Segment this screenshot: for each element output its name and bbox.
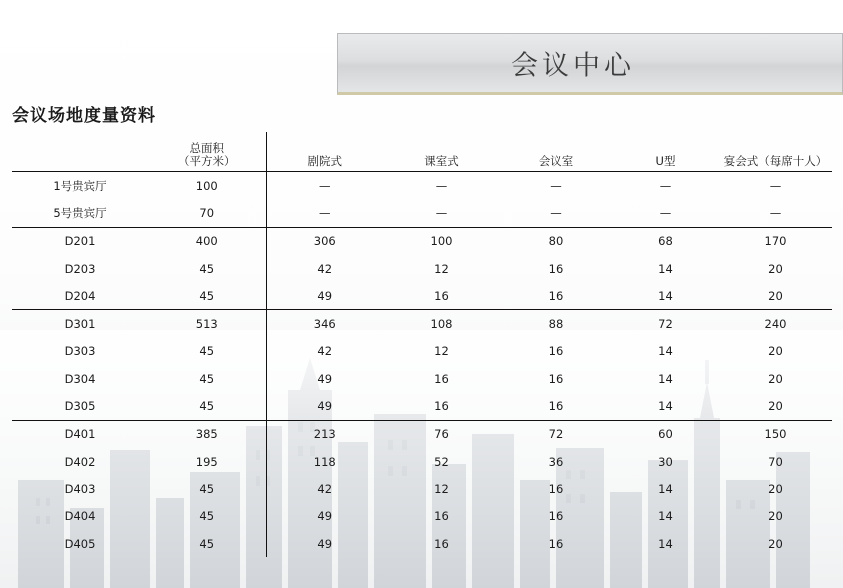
column-header-classroom: 课室式 — [383, 132, 500, 172]
table-row — [12, 530, 832, 557]
cell-classroom: 52 — [434, 454, 449, 469]
cell-classroom: 100 — [430, 234, 453, 249]
cell-ushape: 60 — [658, 427, 673, 442]
cell-area: 385 — [148, 420, 266, 448]
table-row — [12, 255, 832, 282]
cell-boardroom: 36 — [548, 454, 564, 469]
cell-boardroom: — — [550, 178, 562, 193]
cell-boardroom: 16 — [548, 536, 564, 551]
cell-area: 45 — [148, 282, 266, 310]
cell-banquet: 20 — [768, 261, 783, 276]
table-row — [12, 172, 832, 200]
table-row — [12, 365, 832, 392]
cell-banquet: 20 — [768, 344, 783, 359]
cell-banquet: 20 — [768, 371, 783, 386]
section-heading: 会议场地度量资料 — [12, 106, 156, 126]
cell-classroom: 108 — [430, 317, 453, 332]
cell-room: D402 — [64, 454, 96, 469]
column-header-theater: 剧院式 — [266, 132, 383, 172]
cell-theater: 49 — [317, 536, 333, 551]
cell-boardroom: 16 — [548, 261, 564, 276]
cell-ushape: 14 — [658, 509, 673, 524]
cell-ushape: 14 — [658, 371, 673, 386]
cell-ushape: — — [612, 199, 719, 227]
cell-classroom: 12 — [434, 344, 449, 359]
cell-theater: 49 — [317, 509, 333, 524]
cell-area: 45 — [148, 338, 266, 365]
cell-room: D204 — [12, 282, 148, 310]
cell-banquet: — — [769, 178, 782, 193]
cell-room: 1号贵宾厅 — [53, 178, 107, 193]
cell-banquet: 20 — [719, 392, 832, 420]
cell-banquet: 150 — [764, 427, 787, 442]
cell-room: D203 — [64, 261, 96, 276]
cell-classroom: 16 — [383, 392, 500, 420]
cell-room: D405 — [64, 536, 96, 551]
cell-banquet: 20 — [719, 282, 832, 310]
cell-ushape: 14 — [658, 344, 673, 359]
cell-banquet: 20 — [768, 536, 783, 551]
table-body — [12, 172, 832, 558]
cell-theater: 42 — [317, 481, 333, 496]
cell-area: 45 — [148, 503, 266, 530]
cell-boardroom: 16 — [500, 392, 612, 420]
cell-area: 45 — [148, 392, 266, 420]
cell-boardroom: 16 — [548, 371, 564, 386]
cell-area: 45 — [148, 475, 266, 502]
cell-boardroom: 72 — [548, 427, 564, 442]
cell-boardroom: 16 — [500, 282, 612, 310]
cell-banquet: 70 — [768, 454, 783, 469]
cell-area: 45 — [148, 530, 266, 557]
cell-theater: 49 — [317, 371, 333, 386]
cell-room: D401 — [64, 427, 96, 442]
cell-theater: 42 — [317, 261, 333, 276]
cell-banquet: 240 — [764, 317, 787, 332]
cell-ushape: 68 — [658, 234, 673, 249]
column-header-total-area: 总面积 （平方米） — [148, 132, 266, 172]
cell-area: 400 — [148, 227, 266, 255]
title-banner — [337, 33, 843, 95]
cell-room: D303 — [64, 344, 96, 359]
cell-classroom: 16 — [383, 282, 500, 310]
cell-theater: 306 — [313, 234, 336, 249]
cell-room: 5号贵宾厅 — [12, 199, 148, 227]
cell-classroom: — — [435, 178, 448, 193]
cell-banquet: 20 — [768, 509, 783, 524]
cell-boardroom: 16 — [548, 509, 564, 524]
cell-banquet: — — [719, 199, 832, 227]
table-row — [12, 475, 832, 502]
cell-ushape: 30 — [658, 454, 673, 469]
column-header-banquet: 宴会式（每席十人） — [719, 132, 832, 172]
venue-metrics-table-wrap — [12, 132, 832, 557]
table-row — [12, 282, 832, 310]
table-row — [12, 199, 832, 227]
table-row — [12, 392, 832, 420]
table-row — [12, 448, 832, 475]
cell-ushape: 14 — [612, 282, 719, 310]
cell-theater: 118 — [313, 454, 336, 469]
cell-area: 100 — [148, 172, 266, 200]
column-header-boardroom: 会议室 — [500, 132, 612, 172]
cell-classroom: 16 — [434, 371, 449, 386]
cell-room: D305 — [12, 392, 148, 420]
cell-area: 513 — [148, 310, 266, 338]
cell-classroom: 12 — [434, 481, 449, 496]
cell-area: 45 — [148, 365, 266, 392]
venue-metrics-table — [12, 132, 832, 557]
cell-theater: — — [266, 199, 383, 227]
cell-boardroom: 16 — [548, 481, 564, 496]
cell-theater: — — [319, 178, 331, 193]
table-row — [12, 338, 832, 365]
cell-room: D304 — [64, 371, 96, 386]
cell-room: D301 — [64, 317, 96, 332]
cell-classroom: — — [383, 199, 500, 227]
cell-boardroom: — — [500, 199, 612, 227]
cell-classroom: 16 — [434, 509, 449, 524]
cell-theater: 49 — [266, 282, 383, 310]
cell-room: D201 — [64, 234, 96, 249]
cell-theater: 49 — [266, 392, 383, 420]
cell-classroom: 12 — [434, 261, 449, 276]
cell-ushape: 14 — [612, 392, 719, 420]
cell-theater: 42 — [317, 344, 333, 359]
table-row — [12, 420, 832, 448]
cell-area: 70 — [148, 199, 266, 227]
cell-boardroom: 88 — [548, 317, 564, 332]
page-title: 会议中心 — [511, 50, 635, 82]
table-header — [12, 132, 832, 172]
cell-room: D404 — [64, 509, 96, 524]
cell-banquet: 20 — [768, 481, 783, 496]
cell-area: 195 — [148, 448, 266, 475]
cell-ushape: 14 — [658, 481, 673, 496]
table-row — [12, 310, 832, 338]
cell-boardroom: 16 — [548, 344, 564, 359]
table-header-row — [12, 132, 832, 172]
cell-theater: 346 — [313, 317, 336, 332]
cell-boardroom: 80 — [548, 234, 564, 249]
cell-classroom: 16 — [434, 536, 449, 551]
cell-area: 45 — [148, 255, 266, 282]
cell-ushape: — — [659, 178, 672, 193]
table-row — [12, 227, 832, 255]
table-row — [12, 503, 832, 530]
cell-ushape: 14 — [658, 261, 673, 276]
column-header-ushape: U型 — [612, 132, 719, 172]
cell-ushape: 72 — [658, 317, 673, 332]
cell-room: D403 — [64, 481, 96, 496]
cell-ushape: 14 — [658, 536, 673, 551]
cell-banquet: 170 — [764, 234, 787, 249]
column-header-room — [12, 132, 148, 172]
cell-theater: 213 — [313, 427, 336, 442]
cell-classroom: 76 — [434, 427, 449, 442]
